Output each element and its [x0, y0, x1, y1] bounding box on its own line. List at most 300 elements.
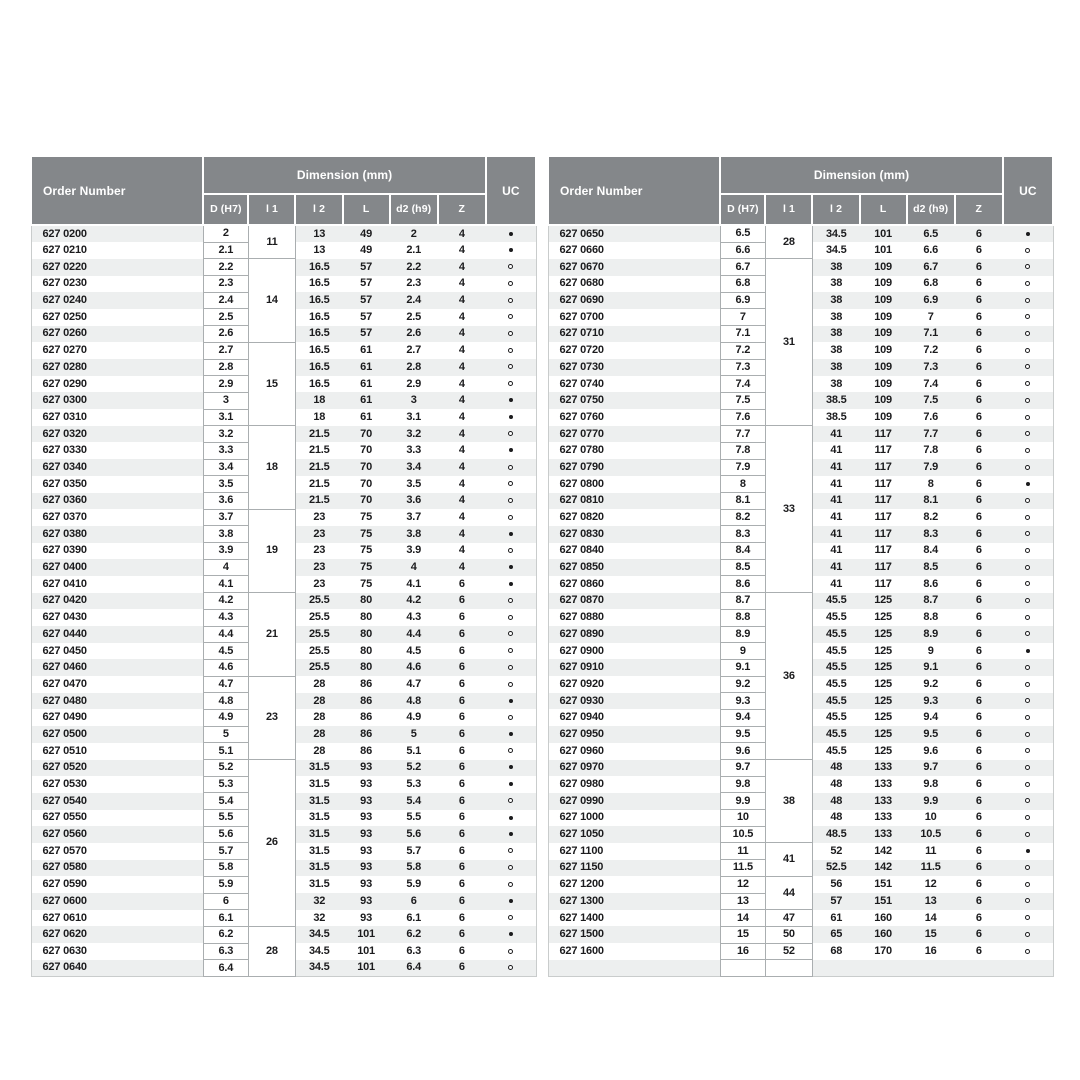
- dimension-d-cell: 5.8: [203, 860, 248, 877]
- dimension-L-cell: 109: [860, 292, 907, 309]
- dimension-l2-cell: 38: [812, 309, 859, 326]
- uc-filled-dot-icon: [509, 232, 513, 236]
- order-number-cell: 627 0960: [548, 743, 720, 760]
- dimension-z-cell: 6: [955, 810, 1003, 827]
- order-number-cell: 627 1000: [548, 810, 720, 827]
- uc-cell: [486, 659, 536, 676]
- dimension-L-cell: 109: [860, 392, 907, 409]
- uc-cell: [1003, 726, 1053, 743]
- table-body-right: [548, 225, 1053, 976]
- dimension-z-cell: 6: [955, 242, 1003, 259]
- order-number-cell: 627 0390: [31, 543, 203, 560]
- dimension-L-cell: 125: [860, 676, 907, 693]
- order-number-header: Order Number: [31, 156, 203, 225]
- order-number-cell: 627 0340: [31, 459, 203, 476]
- uc-cell: [1003, 476, 1053, 493]
- spec-tables-container: [30, 155, 1054, 977]
- dimension-z-cell: 6: [955, 593, 1003, 610]
- uc-open-dot-icon: [508, 865, 513, 870]
- dimension-z-cell: 4: [438, 459, 486, 476]
- dimension-d-cell: 7.5: [720, 392, 765, 409]
- dimension-L-cell: 57: [343, 326, 390, 343]
- dimension-d2-cell: 7.9: [907, 459, 955, 476]
- dimension-d-cell: 2.3: [203, 276, 248, 293]
- uc-open-dot-icon: [508, 331, 513, 336]
- uc-open-dot-icon: [508, 848, 513, 853]
- dimension-d2-cell: 3.1: [390, 409, 438, 426]
- uc-cell: [1003, 225, 1053, 242]
- uc-filled-dot-icon: [509, 398, 513, 402]
- dimension-d2-cell: 6.2: [390, 926, 438, 943]
- dimension-d-cell: 2.8: [203, 359, 248, 376]
- dimension-L-cell: 125: [860, 593, 907, 610]
- dimension-l2-cell: 38.5: [812, 409, 859, 426]
- dimension-d2-cell: 10: [907, 810, 955, 827]
- dimension-L-cell: 109: [860, 276, 907, 293]
- dimension-header: Dimension (mm): [203, 156, 486, 194]
- order-number-cell: 627 0980: [548, 776, 720, 793]
- order-number-cell: 627 0580: [31, 860, 203, 877]
- dimension-z-cell: 6: [438, 659, 486, 676]
- order-number-cell: 627 0720: [548, 342, 720, 359]
- order-number-cell: 627 0560: [31, 826, 203, 843]
- dimension-d-cell: 5.3: [203, 776, 248, 793]
- dimension-L-cell: 75: [343, 526, 390, 543]
- dimension-z-cell: 6: [955, 442, 1003, 459]
- dimension-l1-cell: 38: [765, 760, 812, 843]
- table-row: [31, 509, 536, 526]
- dimension-l2-cell: 38: [812, 292, 859, 309]
- dimension-d-cell: 7.3: [720, 359, 765, 376]
- uc-cell: [1003, 776, 1053, 793]
- dimension-d-cell: 7.2: [720, 342, 765, 359]
- uc-filled-dot-icon: [509, 932, 513, 936]
- dimension-d2-cell: 12: [907, 876, 955, 893]
- table-row: [548, 943, 1053, 960]
- dimension-L-cell: 109: [860, 326, 907, 343]
- col-header-l2: l 2: [812, 194, 859, 225]
- order-number-cell: 627 0830: [548, 526, 720, 543]
- uc-cell: [486, 309, 536, 326]
- dimension-l2-cell: 38: [812, 342, 859, 359]
- uc-filled-dot-icon: [1026, 482, 1030, 486]
- uc-open-dot-icon: [508, 498, 513, 503]
- dimension-d2-cell: 5.5: [390, 810, 438, 827]
- dimension-l2-cell: 31.5: [295, 810, 342, 827]
- uc-open-dot-icon: [508, 281, 513, 286]
- dimension-d2-cell: 9.2: [907, 676, 955, 693]
- uc-open-dot-icon: [508, 364, 513, 369]
- order-number-cell: 627 0290: [31, 376, 203, 393]
- dimension-z-cell: 6: [955, 709, 1003, 726]
- dimension-l1-cell: 50: [765, 926, 812, 943]
- uc-cell: [486, 426, 536, 443]
- uc-cell: [1003, 409, 1053, 426]
- uc-cell: [486, 559, 536, 576]
- dimension-l2-cell: 13: [295, 242, 342, 259]
- uc-cell: [1003, 793, 1053, 810]
- dimension-d2-cell: 6.7: [907, 259, 955, 276]
- dimension-z-cell: 6: [438, 960, 486, 977]
- dimension-d-cell: 7.9: [720, 459, 765, 476]
- dimension-d2-cell: 8.5: [907, 559, 955, 576]
- order-number-cell: 627 0840: [548, 543, 720, 560]
- dimension-d2-cell: 3.5: [390, 476, 438, 493]
- dimension-d-cell: 8.7: [720, 593, 765, 610]
- dimension-d-cell: 9: [720, 643, 765, 660]
- order-number-cell: 627 0800: [548, 476, 720, 493]
- dimension-d-cell: 5.7: [203, 843, 248, 860]
- col-header-z: Z: [438, 194, 486, 225]
- uc-cell: [1003, 743, 1053, 760]
- dimension-l1-cell: 28: [248, 926, 295, 976]
- dimension-d-cell: 9.6: [720, 743, 765, 760]
- dimension-L-cell: 117: [860, 426, 907, 443]
- dimension-L-cell: 70: [343, 493, 390, 510]
- dimension-l2-cell: 52: [812, 843, 859, 860]
- dimension-d2-cell: 4: [390, 559, 438, 576]
- uc-cell: [486, 242, 536, 259]
- uc-filled-dot-icon: [509, 532, 513, 536]
- dimension-z-cell: 6: [955, 626, 1003, 643]
- dimension-l2-cell: 45.5: [812, 709, 859, 726]
- order-number-cell: 627 0250: [31, 309, 203, 326]
- dimension-d2-cell: 5.7: [390, 843, 438, 860]
- order-number-cell: 627 0790: [548, 459, 720, 476]
- dimension-z-cell: 6: [955, 309, 1003, 326]
- dimension-d2-cell: 8.3: [907, 526, 955, 543]
- uc-cell: [1003, 893, 1053, 910]
- dimension-z-cell: 6: [955, 292, 1003, 309]
- uc-open-dot-icon: [1025, 515, 1030, 520]
- uc-open-dot-icon: [1025, 882, 1030, 887]
- uc-cell: [486, 292, 536, 309]
- uc-open-dot-icon: [508, 915, 513, 920]
- dimension-l2-cell: 41: [812, 442, 859, 459]
- dimension-d-cell: 9.1: [720, 659, 765, 676]
- dimension-d2-cell: 7.6: [907, 409, 955, 426]
- uc-cell: [486, 459, 536, 476]
- dimension-d2-cell: 5.2: [390, 760, 438, 777]
- uc-open-dot-icon: [1025, 949, 1030, 954]
- dimension-l2-cell: 23: [295, 543, 342, 560]
- uc-cell: [486, 526, 536, 543]
- table-row: [31, 593, 536, 610]
- dimension-L-cell: 93: [343, 843, 390, 860]
- order-number-cell: 627 0420: [31, 593, 203, 610]
- dimension-z-cell: 6: [438, 876, 486, 893]
- dimension-L-cell: 101: [860, 242, 907, 259]
- dimension-d2-cell: 6.9: [907, 292, 955, 309]
- order-number-header: Order Number: [548, 156, 720, 225]
- dimension-z-cell: 6: [955, 760, 1003, 777]
- col-header-d2-h9: d2 (h9): [907, 194, 955, 225]
- dimension-z-cell: 6: [955, 609, 1003, 626]
- dimension-z-cell: 6: [955, 943, 1003, 960]
- dimension-L-cell: 125: [860, 626, 907, 643]
- dimension-d2-cell: 7.2: [907, 342, 955, 359]
- uc-cell: [486, 960, 536, 977]
- dimension-l2-cell: 52.5: [812, 860, 859, 877]
- dimension-d-cell: 8.2: [720, 509, 765, 526]
- dimension-d2-cell: 3: [390, 392, 438, 409]
- dimension-L-cell: 101: [860, 225, 907, 242]
- dimension-d-cell: 2.7: [203, 342, 248, 359]
- dimension-z-cell: 6: [438, 676, 486, 693]
- dimension-L-cell: 117: [860, 526, 907, 543]
- dimension-z-cell: 6: [438, 860, 486, 877]
- dimension-l2-cell: 16.5: [295, 359, 342, 376]
- order-number-cell: 627 1050: [548, 826, 720, 843]
- dimension-l2-cell: 25.5: [295, 659, 342, 676]
- order-number-cell: 627 0770: [548, 426, 720, 443]
- dimension-L-cell: 93: [343, 860, 390, 877]
- dimension-d-cell: 9.4: [720, 709, 765, 726]
- dimension-d2-cell: 3.9: [390, 543, 438, 560]
- dimension-l2-cell: 45.5: [812, 593, 859, 610]
- dimension-L-cell: 93: [343, 826, 390, 843]
- dimension-L-cell: 49: [343, 242, 390, 259]
- dimension-d-cell: 6.4: [203, 960, 248, 977]
- order-number-cell: 627 0400: [31, 559, 203, 576]
- dimension-d2-cell: 9.9: [907, 793, 955, 810]
- dimension-d-cell: 3.2: [203, 426, 248, 443]
- uc-open-dot-icon: [1025, 415, 1030, 420]
- uc-open-dot-icon: [508, 381, 513, 386]
- dimension-z-cell: 6: [955, 409, 1003, 426]
- dimension-L-cell: 133: [860, 810, 907, 827]
- order-number-cell: 627 0520: [31, 760, 203, 777]
- uc-cell: [486, 409, 536, 426]
- dimension-l1-cell: 15: [248, 342, 295, 425]
- uc-cell: [486, 826, 536, 843]
- dimension-l1-cell: 14: [248, 259, 295, 342]
- dimension-d2-cell: 6.3: [390, 943, 438, 960]
- dimension-d-cell: 6.6: [720, 242, 765, 259]
- dimension-z-cell: 6: [955, 843, 1003, 860]
- dimension-d-cell: 8.4: [720, 543, 765, 560]
- dimension-L-cell: 57: [343, 259, 390, 276]
- dimension-L-cell: 117: [860, 559, 907, 576]
- order-number-cell: 627 0710: [548, 326, 720, 343]
- order-number-cell: 627 0910: [548, 659, 720, 676]
- dimension-d2-cell: 6.8: [907, 276, 955, 293]
- dimension-l2-cell: 48: [812, 810, 859, 827]
- order-number-cell: 627 0660: [548, 242, 720, 259]
- order-number-cell: 627 0680: [548, 276, 720, 293]
- order-number-cell: 627 1100: [548, 843, 720, 860]
- dimension-d2-cell: 9.6: [907, 743, 955, 760]
- dimension-l2-cell: 31.5: [295, 860, 342, 877]
- dimension-d2-cell: 2: [390, 225, 438, 242]
- dimension-z-cell: 6: [955, 860, 1003, 877]
- table-row: [31, 225, 536, 242]
- dimension-l1-cell: 31: [765, 259, 812, 426]
- dimension-z-cell: 6: [955, 526, 1003, 543]
- uc-filled-dot-icon: [509, 899, 513, 903]
- dimension-d-cell: 4: [203, 559, 248, 576]
- dimension-L-cell: 86: [343, 743, 390, 760]
- uc-filled-dot-icon: [509, 699, 513, 703]
- uc-open-dot-icon: [1025, 898, 1030, 903]
- uc-cell: [486, 643, 536, 660]
- uc-cell: [1003, 693, 1053, 710]
- dimension-d2-cell: 8.2: [907, 509, 955, 526]
- dimension-d2-cell: 7.1: [907, 326, 955, 343]
- uc-cell: [1003, 709, 1053, 726]
- dimension-d-cell: 10: [720, 810, 765, 827]
- dimension-z-cell: 4: [438, 509, 486, 526]
- dimension-d2-cell: 3.4: [390, 459, 438, 476]
- uc-cell: [486, 626, 536, 643]
- dimension-l2-cell: 45.5: [812, 743, 859, 760]
- order-number-cell: 627 0450: [31, 643, 203, 660]
- uc-open-dot-icon: [1025, 398, 1030, 403]
- dimension-L-cell: 86: [343, 726, 390, 743]
- dimension-d-cell: 3.8: [203, 526, 248, 543]
- order-number-cell: 627 0320: [31, 426, 203, 443]
- dimension-L-cell: 133: [860, 793, 907, 810]
- dimension-L-cell: 86: [343, 693, 390, 710]
- dimension-L-cell: 109: [860, 376, 907, 393]
- dimension-L-cell: 101: [343, 926, 390, 943]
- dimension-l2-cell: 16.5: [295, 376, 342, 393]
- order-number-cell: 627 0310: [31, 409, 203, 426]
- dimension-l2-cell: 38: [812, 276, 859, 293]
- dimension-L-cell: 117: [860, 543, 907, 560]
- uc-cell: [1003, 292, 1053, 309]
- col-header-d2-h9: d2 (h9): [390, 194, 438, 225]
- order-number-cell: 627 0950: [548, 726, 720, 743]
- order-number-cell: 627 0740: [548, 376, 720, 393]
- dimension-z-cell: 4: [438, 476, 486, 493]
- dimension-L-cell: 117: [860, 576, 907, 593]
- dimension-L-cell: 125: [860, 659, 907, 676]
- order-number-cell: 627 0760: [548, 409, 720, 426]
- uc-open-dot-icon: [508, 665, 513, 670]
- dimension-z-cell: 6: [438, 893, 486, 910]
- dimension-z-cell: 6: [438, 910, 486, 927]
- uc-cell: [1003, 342, 1053, 359]
- dimension-l2-cell: 34.5: [295, 943, 342, 960]
- dimension-L-cell: 160: [860, 926, 907, 943]
- uc-open-dot-icon: [1025, 865, 1030, 870]
- dimension-l1-cell: 23: [248, 676, 295, 759]
- dimension-d-cell: 9.3: [720, 693, 765, 710]
- uc-cell: [1003, 559, 1053, 576]
- dimension-l2-cell: 23: [295, 509, 342, 526]
- order-number-cell: 627 0650: [548, 225, 720, 242]
- dimension-l2-cell: 38: [812, 259, 859, 276]
- uc-cell: [486, 893, 536, 910]
- uc-open-dot-icon: [1025, 314, 1030, 319]
- dimension-d-cell: 6.9: [720, 292, 765, 309]
- dimension-d2-cell: 7.7: [907, 426, 955, 443]
- uc-open-dot-icon: [508, 431, 513, 436]
- dimension-l2-cell: 31.5: [295, 793, 342, 810]
- table-row: [548, 760, 1053, 777]
- uc-open-dot-icon: [1025, 832, 1030, 837]
- uc-cell: [486, 910, 536, 927]
- dimension-z-cell: 6: [438, 593, 486, 610]
- dimension-d-cell: 3.5: [203, 476, 248, 493]
- uc-open-dot-icon: [1025, 682, 1030, 687]
- table-row: [31, 676, 536, 693]
- uc-open-dot-icon: [1025, 782, 1030, 787]
- dimension-d2-cell: 8: [907, 476, 955, 493]
- uc-cell: [1003, 910, 1053, 927]
- uc-open-dot-icon: [508, 882, 513, 887]
- dimension-d2-cell: 4.6: [390, 659, 438, 676]
- order-number-cell: 627 0200: [31, 225, 203, 242]
- dimension-L-cell: 125: [860, 709, 907, 726]
- dimension-d-cell: 4.9: [203, 709, 248, 726]
- dimension-l2-cell: 45.5: [812, 643, 859, 660]
- dimension-l2-cell: 41: [812, 426, 859, 443]
- uc-open-dot-icon: [1025, 465, 1030, 470]
- order-number-cell: 627 0480: [31, 693, 203, 710]
- dimension-d-cell: 10.5: [720, 826, 765, 843]
- uc-cell: [1003, 392, 1053, 409]
- dimension-L-cell: 109: [860, 259, 907, 276]
- dimension-d-cell: 3.7: [203, 509, 248, 526]
- dimension-d2-cell: 2.6: [390, 326, 438, 343]
- dimension-L-cell: 109: [860, 359, 907, 376]
- dimension-d2-cell: 3.3: [390, 442, 438, 459]
- dimension-l2-cell: 48: [812, 776, 859, 793]
- dimension-z-cell: 6: [955, 359, 1003, 376]
- table-body-left: [31, 225, 536, 976]
- dimension-L-cell: 57: [343, 292, 390, 309]
- uc-cell: [486, 476, 536, 493]
- dimension-d-cell: 8.9: [720, 626, 765, 643]
- dimension-d2-cell: 15: [907, 926, 955, 943]
- dimension-d2-cell: 8.9: [907, 626, 955, 643]
- dimension-l2-cell: 41: [812, 493, 859, 510]
- dimension-z-cell: 4: [438, 493, 486, 510]
- order-number-cell: 627 1400: [548, 910, 720, 927]
- dimension-z-cell: 6: [955, 543, 1003, 560]
- dimension-l2-cell: 56: [812, 876, 859, 893]
- order-number-cell: 627 0260: [31, 326, 203, 343]
- dimension-d2-cell: 4.4: [390, 626, 438, 643]
- dimension-l2-cell: [812, 960, 859, 977]
- dimension-z-cell: 6: [955, 793, 1003, 810]
- dimension-L-cell: 109: [860, 309, 907, 326]
- uc-filled-dot-icon: [509, 816, 513, 820]
- dimension-d2-cell: 5.4: [390, 793, 438, 810]
- uc-filled-dot-icon: [509, 448, 513, 452]
- dimension-z-cell: 6: [955, 276, 1003, 293]
- dimension-d-cell: 8: [720, 476, 765, 493]
- dimension-l2-cell: 45.5: [812, 626, 859, 643]
- dimension-l2-cell: 34.5: [812, 225, 859, 242]
- uc-open-dot-icon: [1025, 565, 1030, 570]
- table-row: [31, 426, 536, 443]
- dimension-z-cell: 6: [955, 576, 1003, 593]
- uc-cell: [1003, 493, 1053, 510]
- uc-open-dot-icon: [1025, 331, 1030, 336]
- dimension-d2-cell: 4.1: [390, 576, 438, 593]
- dimension-l1-cell: [765, 960, 812, 977]
- uc-open-dot-icon: [508, 264, 513, 269]
- dimension-l1-cell: 11: [248, 225, 295, 259]
- dimension-l2-cell: 28: [295, 693, 342, 710]
- dimension-L-cell: 151: [860, 876, 907, 893]
- dimension-d-cell: 8.3: [720, 526, 765, 543]
- uc-open-dot-icon: [508, 298, 513, 303]
- col-header-z: Z: [955, 194, 1003, 225]
